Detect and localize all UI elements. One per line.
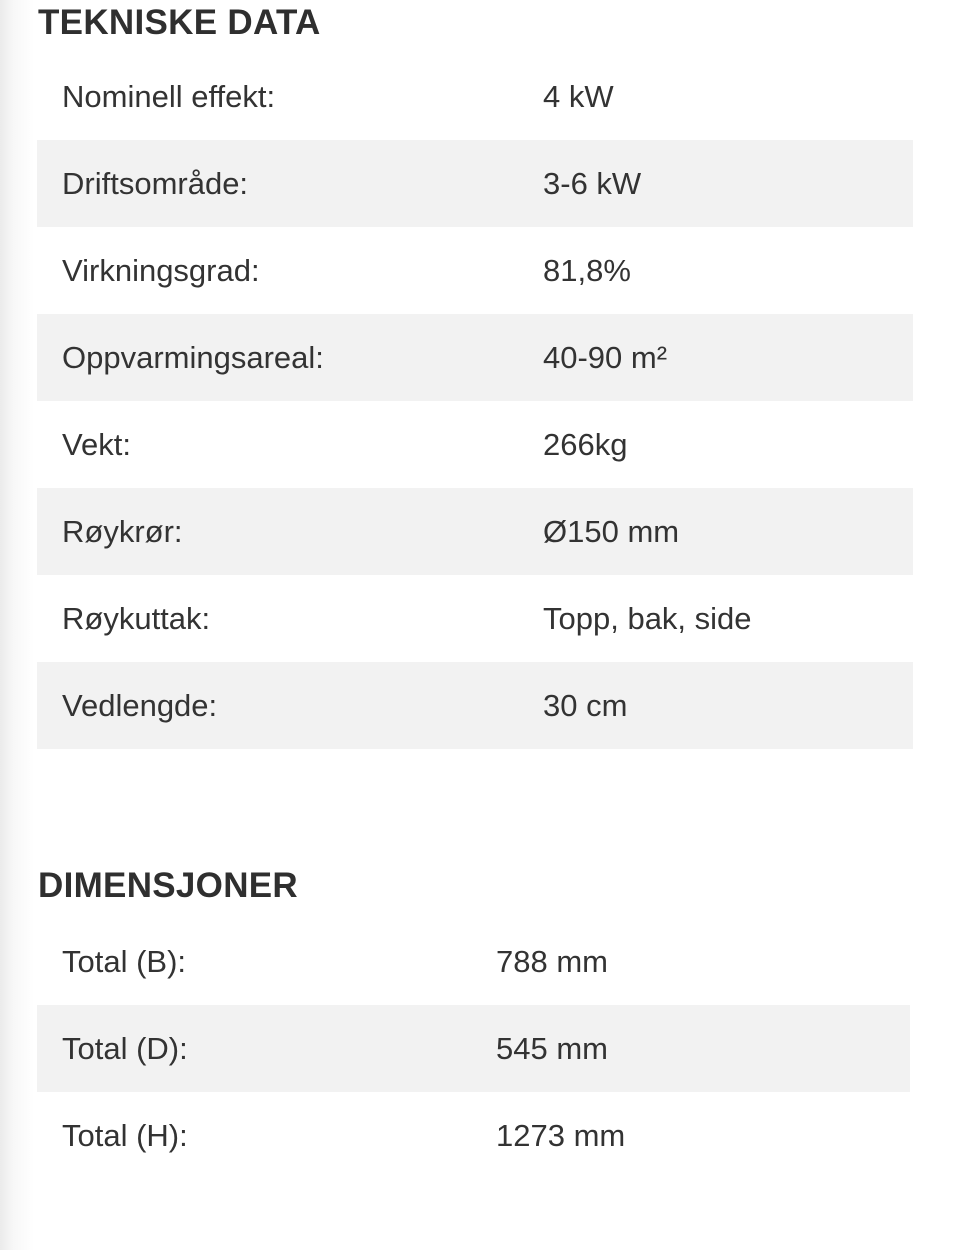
spec-label: Røykuttak:: [62, 601, 211, 636]
table-row: [37, 918, 910, 1005]
spec-label: Driftsområde:: [62, 166, 249, 201]
table-row: [37, 401, 913, 488]
spec-label: Vedlengde:: [62, 688, 218, 723]
spec-label: Vekt:: [62, 427, 131, 462]
dimension-label: Total (D):: [62, 1031, 188, 1066]
spec-value: 81,8%: [543, 253, 631, 288]
spec-value: Topp, bak, side: [543, 601, 752, 636]
dimension-value: 788 mm: [496, 944, 608, 979]
spec-value: 266kg: [543, 427, 628, 462]
spec-label: Røykrør:: [62, 514, 183, 549]
technical-data-heading: TEKNISKE DATA: [38, 3, 321, 42]
spec-value: 3-6 kW: [543, 166, 642, 201]
table-row: [37, 140, 913, 227]
spec-label: Nominell effekt:: [62, 79, 276, 114]
table-row: [37, 1005, 910, 1092]
dimension-value: 1273 mm: [496, 1118, 626, 1153]
dimensions-table: [37, 918, 910, 1179]
dimension-label: Total (H):: [62, 1118, 188, 1153]
table-row: [37, 53, 913, 140]
spec-value: Ø150 mm: [543, 514, 680, 549]
table-row: [37, 227, 913, 314]
dimension-value: 545 mm: [496, 1031, 608, 1066]
spec-value: 4 kW: [543, 79, 614, 114]
table-row: [37, 662, 913, 749]
table-row: [37, 575, 913, 662]
spec-value: 40-90 m²: [543, 340, 668, 375]
table-row: [37, 1092, 910, 1179]
dimension-label: Total (B):: [62, 944, 187, 979]
table-row: [37, 488, 913, 575]
spec-value: 30 cm: [543, 688, 628, 723]
spec-label: Virkningsgrad:: [62, 253, 260, 288]
dimensions-heading: DIMENSJONER: [38, 866, 299, 905]
table-row: [37, 314, 913, 401]
spec-label: Oppvarmingsareal:: [62, 340, 324, 375]
technical-data-table: [37, 53, 913, 749]
